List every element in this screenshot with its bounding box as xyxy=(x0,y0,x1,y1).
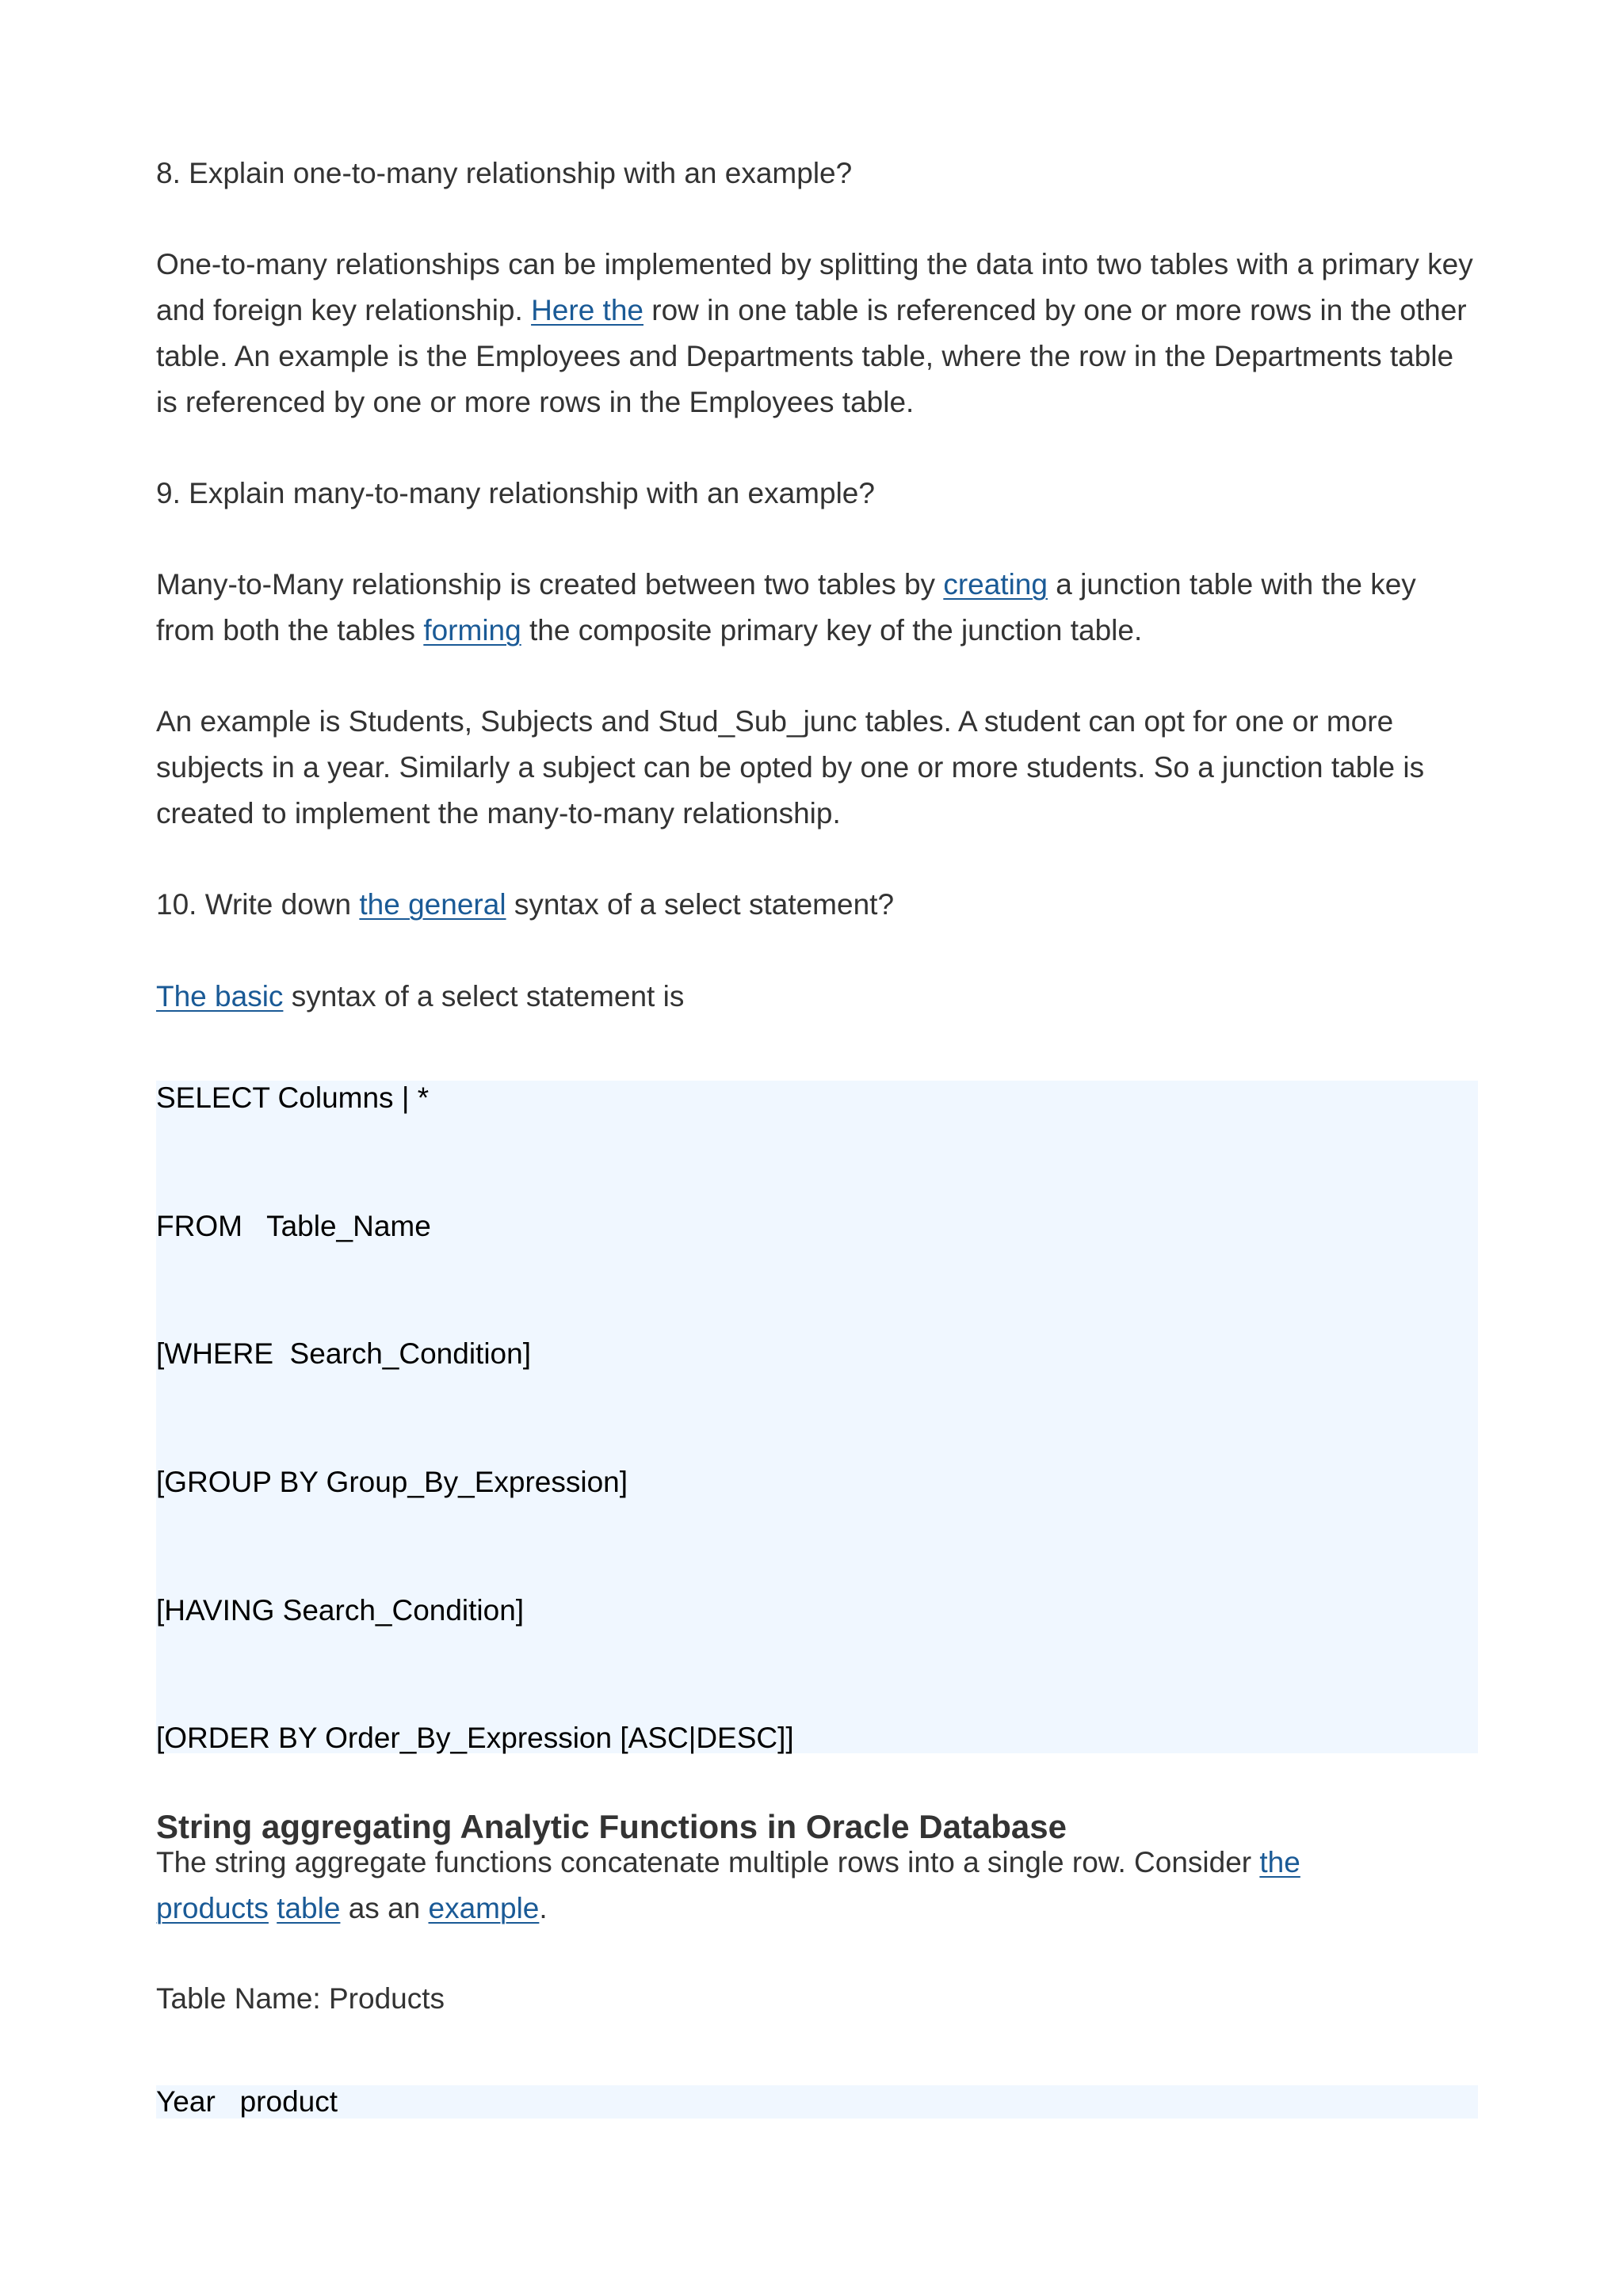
table-link[interactable]: table xyxy=(277,1892,341,1924)
answer-9-text-3: the composite primary key of the junction table. xyxy=(521,614,1143,646)
code-line-having: [HAVING Search_Condition] xyxy=(156,1594,525,1627)
select-syntax-code-block xyxy=(156,1081,1478,1753)
answer-9-text-2: a junction table with the key from both the tables xyxy=(156,568,1416,646)
forming-link[interactable]: forming xyxy=(423,614,521,646)
the-general-link[interactable]: the general xyxy=(359,888,506,921)
answer-10-text: syntax of a select statement is xyxy=(283,980,685,1013)
question-9: 9. Explain many-to-many relationship with an example? xyxy=(156,477,875,509)
answer-8-text-1: One-to-many relationships can be implemented by splitting the data into two tables with a primary key and foreign key relationship. xyxy=(156,248,1473,326)
code-line-group-by: [GROUP BY Group_By_Expression] xyxy=(156,1466,628,1498)
question-10-text-2: syntax of a select statement? xyxy=(506,888,895,921)
answer-8-text-2: row in one table is referenced by one or more rows in the other table. An example is the Employees and Departments table, where the row in the Departments table is referenced by one or more rows in the Employees table. xyxy=(156,294,1467,418)
section-heading: String aggregating Analytic Functions in Oracle Database xyxy=(156,1808,1067,1845)
question-10 xyxy=(156,882,1478,928)
section-intro-text-4: . xyxy=(539,1892,548,1924)
products-table-header xyxy=(156,2085,1478,2119)
section-intro-text-3: as an xyxy=(340,1892,429,1924)
answer-10 xyxy=(156,974,1478,1020)
the-basic-link[interactable]: The basic xyxy=(156,980,284,1013)
section-intro xyxy=(156,1840,1329,1932)
answer-9-paragraph-1 xyxy=(156,562,1478,654)
question-8: 8. Explain one-to-many relationship with an example? xyxy=(156,157,853,189)
section-intro-text-2 xyxy=(269,1892,277,1924)
code-line-where: [WHERE Search_Condition] xyxy=(156,1337,531,1370)
creating-link[interactable]: creating xyxy=(943,568,1048,601)
code-line-order-by: [ORDER BY Order_By_Expression [ASC|DESC]] xyxy=(156,1722,794,1754)
table-header-text: Year product xyxy=(156,2085,338,2118)
section-intro-text-1: The string aggregate functions concatenate multiple rows into a single row. Consider xyxy=(156,1846,1260,1878)
here-the-link[interactable]: Here the xyxy=(531,294,643,326)
answer-9-paragraph-2: An example is Students, Subjects and Stud_Sub_junc tables. A student can opt for one or more subjects in a year. Similarly a subject can be opted by one or more students. So a junction table is created to implement the many-to-many relationship. xyxy=(156,705,1425,830)
answer-8 xyxy=(156,242,1478,425)
example-link[interactable]: example xyxy=(428,1892,540,1924)
table-name-label: Table Name: Products xyxy=(156,1982,445,2015)
the-products-link[interactable]: the products xyxy=(156,1846,1300,1924)
question-10-text-1: 10. Write down xyxy=(156,888,360,921)
code-line-from: FROM Table_Name xyxy=(156,1210,431,1242)
code-line-select: SELECT Columns | * xyxy=(156,1081,430,1114)
answer-9-text-1: Many-to-Many relationship is created between two tables by xyxy=(156,568,944,601)
